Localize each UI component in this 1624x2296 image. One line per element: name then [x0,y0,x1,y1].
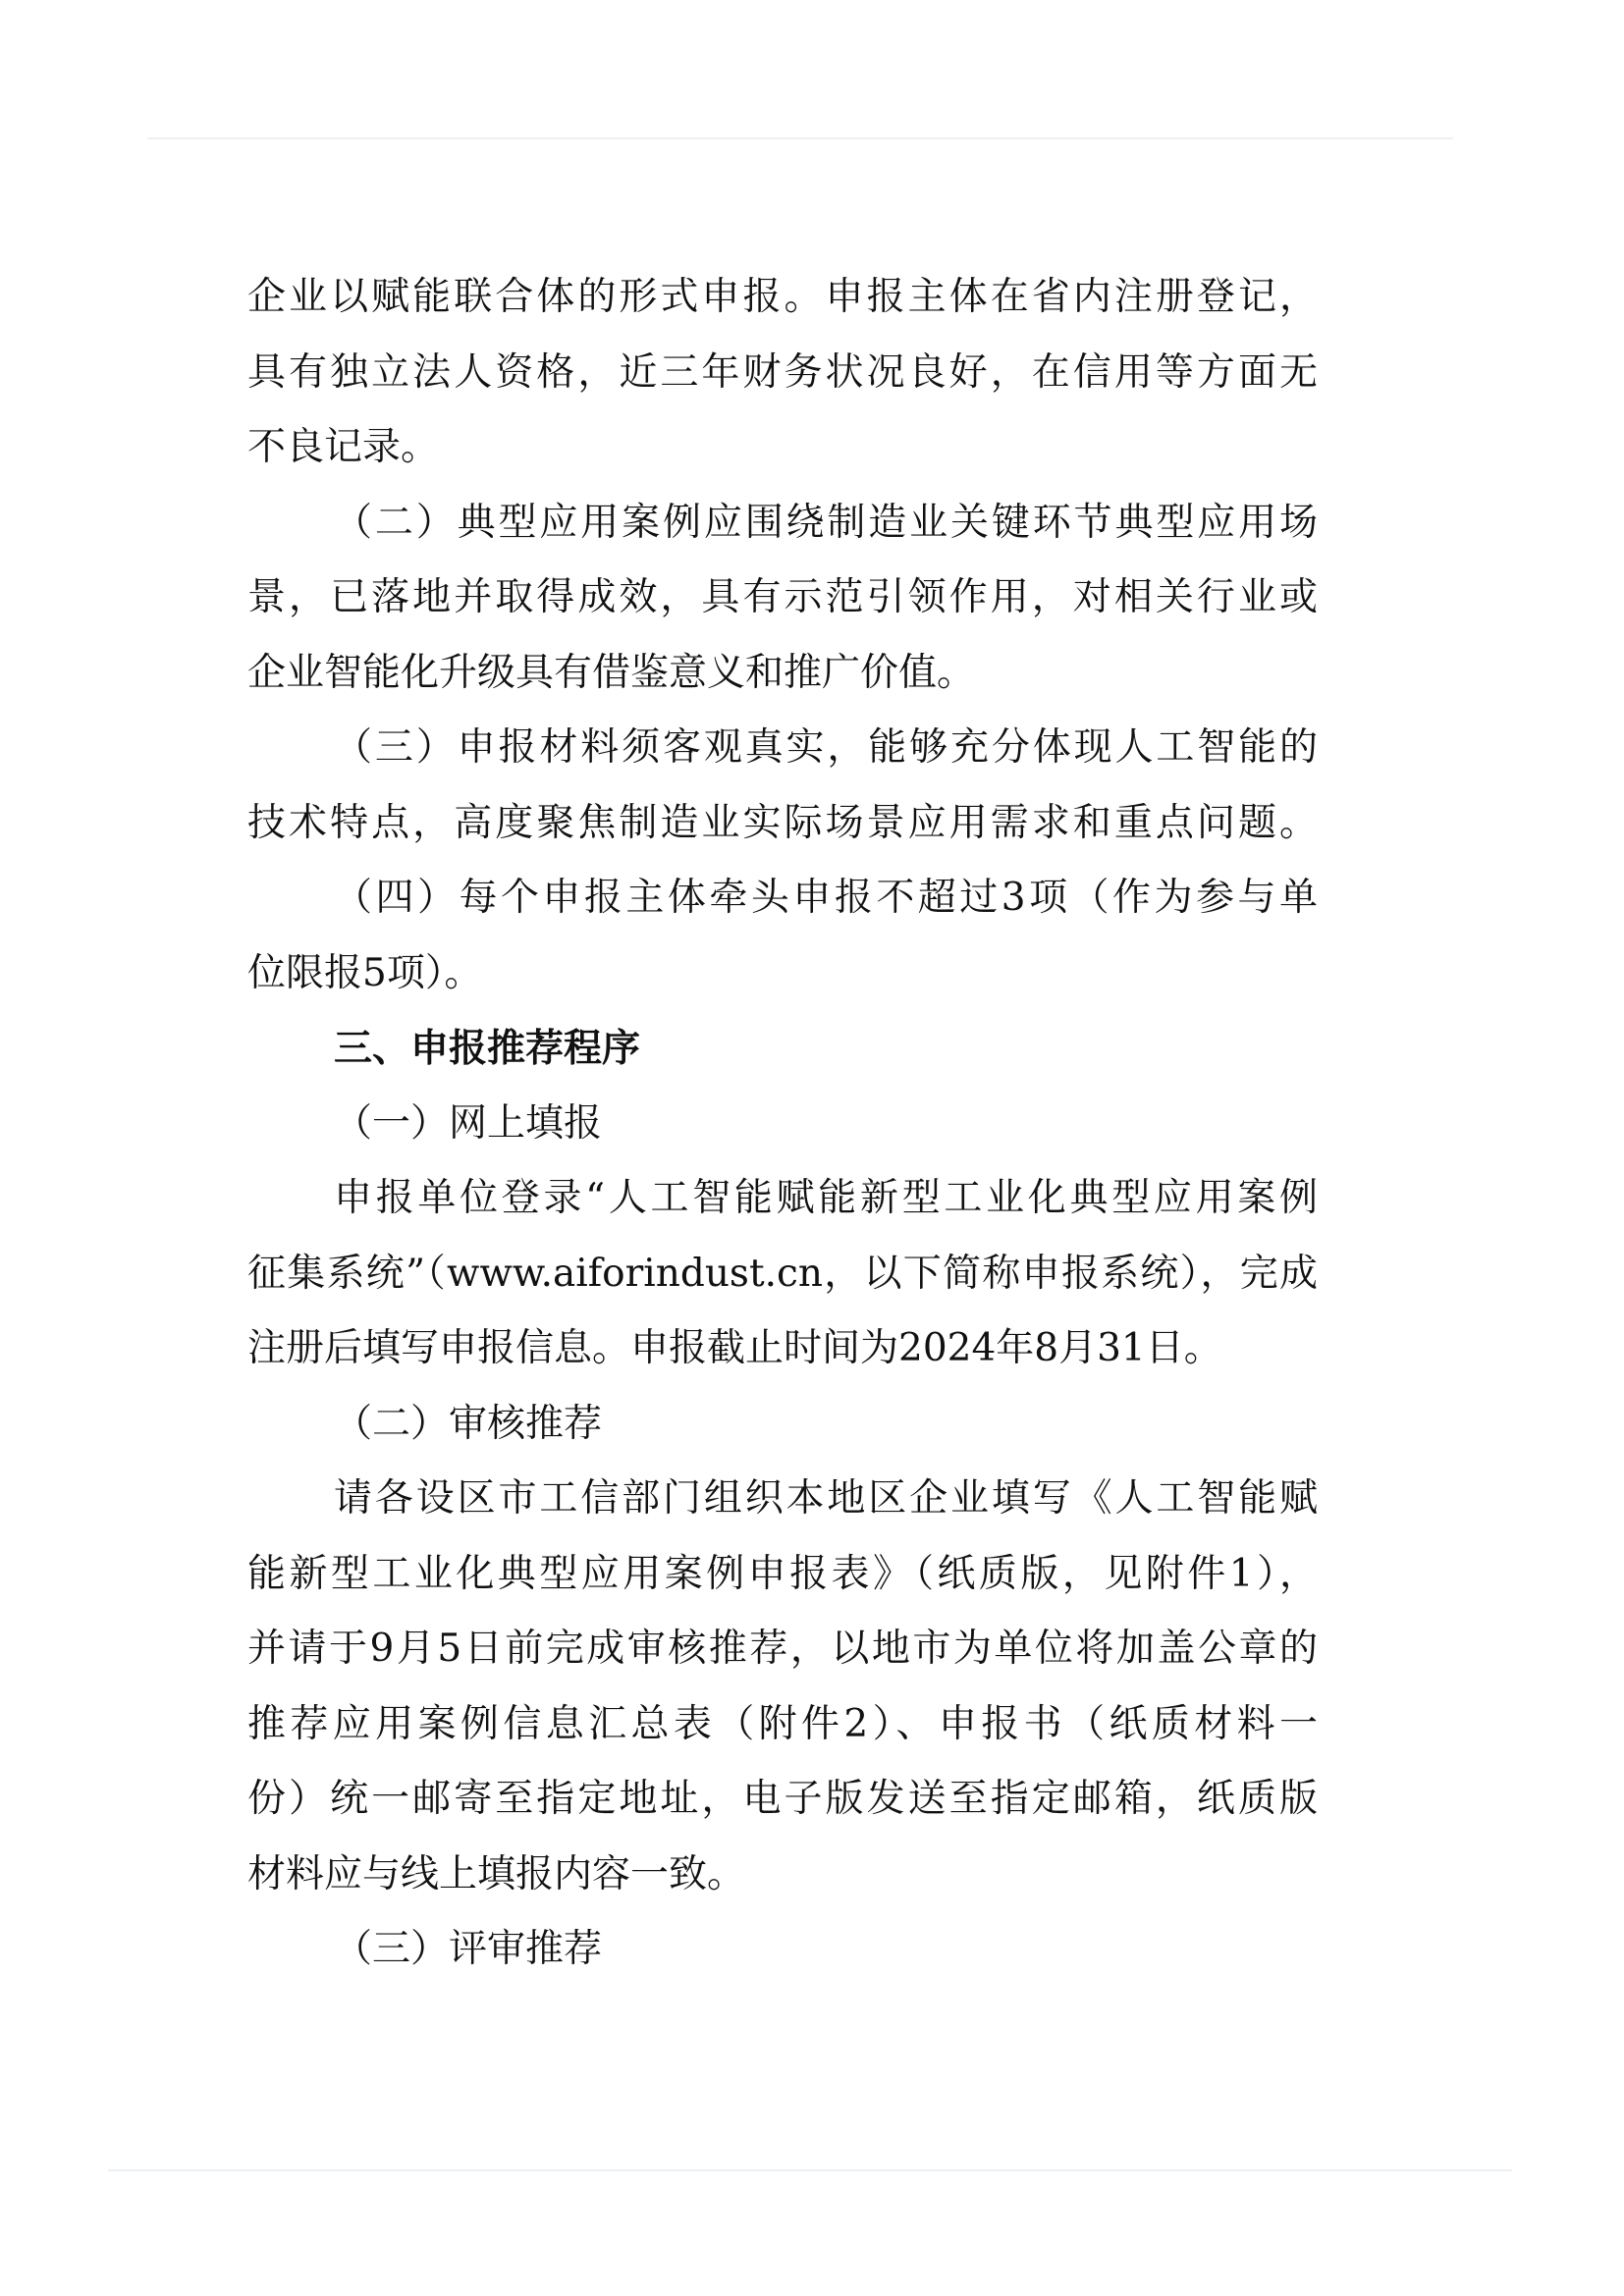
document-body [247,260,1318,1988]
text-line: 并请于9月5日前完成审核推荐，以地市为单位将加盖公章的 [247,1627,1318,1671]
text-line: 景，已落地并取得成效，具有示范引领作用，对相关行业或 [247,575,1318,619]
text-line: 份）统一邮寄至指定地址，电子版发送至指定邮箱，纸质版 [247,1777,1318,1821]
text-line: 推荐应用案例信息汇总表（附件2）、申报书（纸质材料一 [247,1701,1318,1746]
scan-edge-bottom [108,2169,1512,2171]
text-line: 具有独立法人资格，近三年财务状况良好，在信用等方面无 [247,349,1318,395]
text-line: 申报单位登录“人工智能赋能新型工业化典型应用案例 [334,1176,1318,1220]
scan-edge-top [147,137,1453,139]
text-line: 材料应与线上填报内容一致。 [247,1851,746,1896]
text-line: 请各设区市工信部门组织本地区企业填写《人工智能赋 [334,1476,1318,1521]
text-line: 征集系统”（www.aiforindust.cn，以下简称申报系统），完成 [247,1251,1318,1296]
text-line: 能新型工业化典型应用案例申报表》（纸质版，见附件1）， [247,1551,1318,1596]
section-heading: 三、申报推荐程序 [334,1026,641,1071]
text-line: （三）申报材料须客观真实，能够充分体现人工智能的 [334,725,1318,770]
text-line: 企业智能化升级具有借鉴意义和推广价值。 [247,650,976,695]
subsection-heading: （一）网上填报 [334,1100,603,1146]
text-line: 位限报5项）。 [247,950,483,995]
text-line: 技术特点，高度聚焦制造业实际场景应用需求和重点问题。 [247,800,1318,845]
subsection-heading: （二）审核推荐 [334,1401,603,1446]
text-line: （二）典型应用案例应围绕制造业关键环节典型应用场 [334,500,1318,545]
text-line: （四）每个申报主体牵头申报不超过3项（作为参与单 [334,876,1318,920]
text-line: 不良记录。 [247,425,440,469]
text-line: 企业以赋能联合体的形式申报。申报主体在省内注册登记， [247,275,1318,319]
text-line: 注册后填写申报信息。申报截止时间为2024年8月31日。 [247,1326,1222,1370]
subsection-heading: （三）评审推荐 [334,1927,603,1971]
